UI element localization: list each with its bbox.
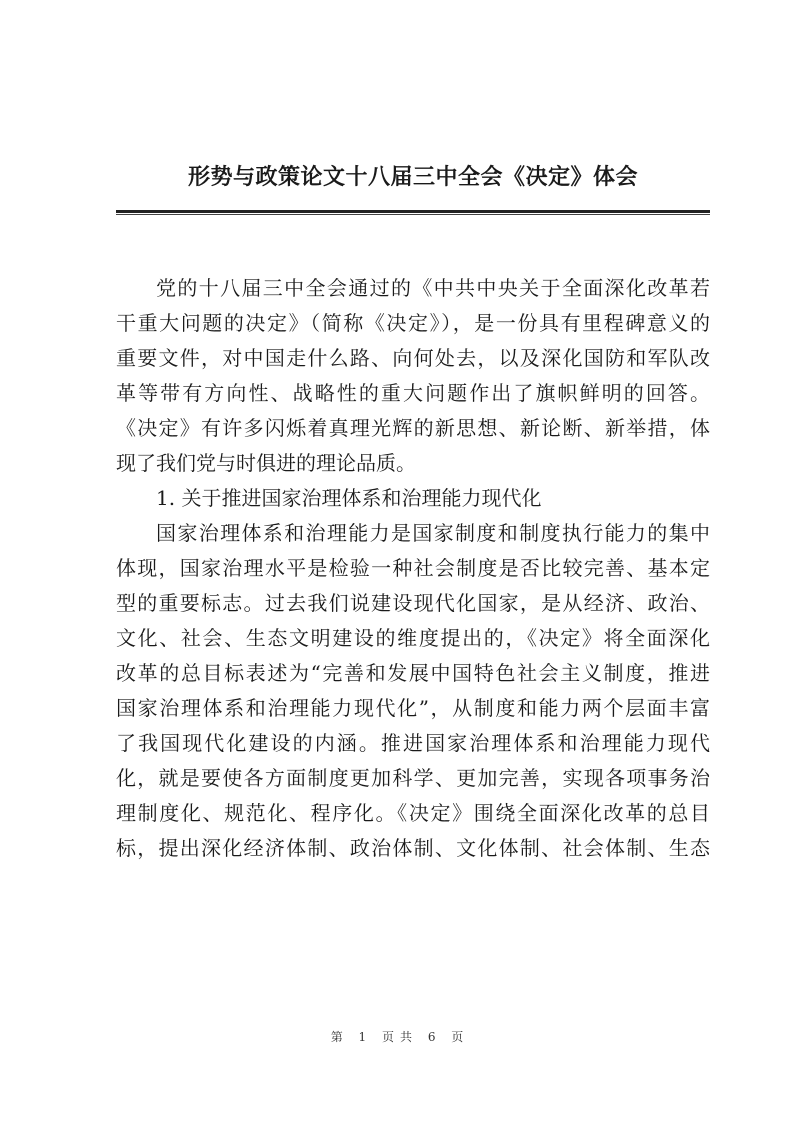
body-line: 改革的总目标表述为“完善和发展中国特色社会主义制度，推进 xyxy=(116,661,710,685)
body-line: 《决定》有许多闪烁着真理光辉的新思想、新论断、新举措，体 xyxy=(116,416,710,440)
title-rule-thick xyxy=(116,210,710,213)
body-line: 革等带有方向性、战略性的重大问题作出了旗帜鲜明的回答。 xyxy=(116,381,710,405)
body-line: 国家治理体系和治理能力是国家制度和制度执行能力的集中 xyxy=(156,521,710,545)
body-line: 了我国现代化建设的内涵。推进国家治理体系和治理能力现代 xyxy=(116,731,710,755)
body-line: 化，就是要使各方面制度更加科学、更加完善，实现各项事务治 xyxy=(116,766,710,790)
body-line: 文化、社会、生态文明建设的维度提出的，《决定》将全面深化 xyxy=(116,626,710,650)
document-body xyxy=(116,271,710,866)
document-title: 形势与政策论文十八届三中全会《决定》体会 xyxy=(187,165,638,190)
body-line: 理制度化、规范化、程序化。《决定》围绕全面深化改革的总目 xyxy=(116,801,710,825)
body-line: 国家治理体系和治理能力现代化”，从制度和能力两个层面丰富 xyxy=(116,696,710,720)
body-line: 型的重要标志。过去我们说建设现代化国家，是从经济、政治、 xyxy=(116,591,710,615)
page-footer: 第 1 页共 6 页 xyxy=(330,1030,470,1044)
body-line: 现了我们党与时俱进的理论品质。 xyxy=(116,451,416,475)
body-line: 体现，国家治理水平是检验一种社会制度是否比较完善、基本定 xyxy=(116,556,710,580)
body-line: 党的十八届三中全会通过的《中共中央关于全面深化改革若 xyxy=(156,276,710,300)
body-line: 标，提出深化经济体制、政治体制、文化体制、社会体制、生态 xyxy=(116,836,710,860)
body-line: 干重大问题的决定》（简称《决定》），是一份具有里程碑意义的 xyxy=(116,311,710,335)
body-line: 重要文件，对中国走什么路、向何处去，以及深化国防和军队改 xyxy=(116,346,710,370)
title-rule-thin xyxy=(116,214,710,215)
section-heading: 1. 关于推进国家治理体系和治理能力现代化 xyxy=(156,486,542,510)
